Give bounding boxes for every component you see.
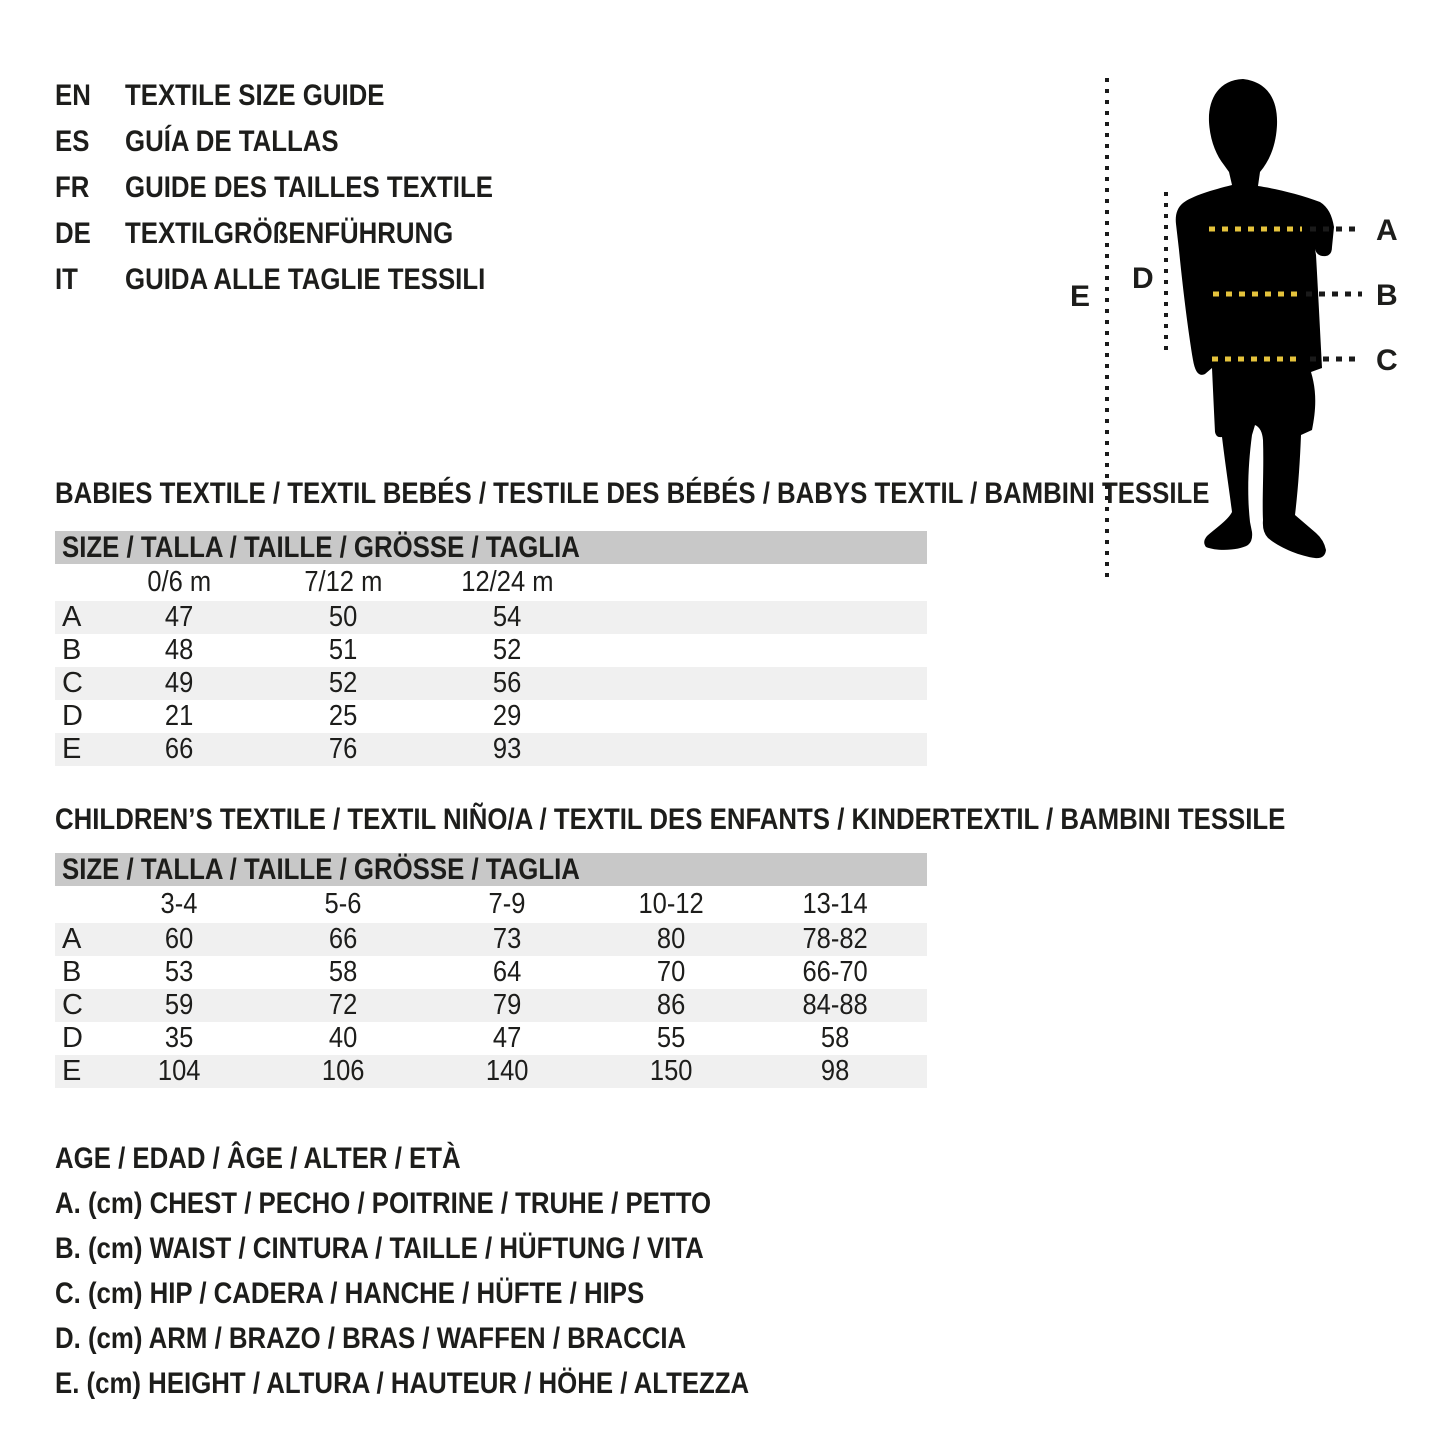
table-cell: 48 [164, 634, 194, 666]
header-row-en [55, 73, 553, 119]
measurement-legend [55, 1136, 862, 1406]
guide-title-de: TEXTILGRÖßENFÜHRUNG [125, 217, 454, 250]
children-size-header-text: SIZE / TALLA / TAILLE / GRÖSSE / TAGLIA [62, 852, 580, 886]
children-filler [917, 956, 927, 989]
table-cell: 66-70 [802, 956, 868, 988]
legend-line-waist: B. (cm) WAIST / CINTURA / TAILLE / HÜFTUNG / VITA [55, 1232, 704, 1265]
figure-label-c: C [1376, 344, 1398, 377]
table-cell: 47 [492, 1022, 522, 1054]
row-label: C [62, 667, 83, 699]
table-cell: 80 [656, 923, 686, 955]
figure-label-e: E [1070, 280, 1091, 313]
language-title-list [55, 73, 553, 303]
babies-filler [589, 634, 927, 667]
table-row [55, 601, 927, 634]
legend-line-height: E. (cm) HEIGHT / ALTURA / HAUTEUR / HÖHE / ALTEZZA [55, 1367, 750, 1400]
row-label: E [62, 1055, 82, 1087]
table-row [55, 700, 927, 733]
children-section-title-text: CHILDREN’S TEXTILE / TEXTIL NIÑO/A / TEXTIL DES ENFANTS / KINDERTEXTIL / BAMBINI TESSILE [55, 803, 1286, 836]
children-size-table [55, 853, 927, 1088]
figure-label-b: B [1376, 279, 1398, 312]
table-row [55, 923, 927, 956]
table-cell: 47 [164, 601, 194, 633]
babies-filler [589, 700, 927, 733]
babies-section-title [55, 477, 1397, 511]
table-cell: 78-82 [802, 923, 868, 955]
row-label: C [62, 989, 83, 1021]
table-cell: 93 [492, 733, 522, 765]
table-cell: 72 [328, 989, 358, 1021]
header-row-it [55, 257, 553, 303]
lang-code-fr: FR [55, 171, 90, 204]
children-col-header: 13-14 [802, 888, 868, 920]
lang-code-it: IT [55, 263, 78, 296]
table-cell: 49 [164, 667, 194, 699]
babies-filler [589, 667, 927, 700]
babies-filler [589, 601, 927, 634]
table-cell: 104 [157, 1055, 201, 1087]
table-cell: 54 [492, 601, 522, 633]
table-cell: 55 [656, 1022, 686, 1054]
children-filler [917, 923, 927, 956]
table-cell: 25 [328, 700, 358, 732]
table-cell: 56 [492, 667, 522, 699]
legend-line-chest: A. (cm) CHEST / PECHO / POITRINE / TRUHE / PETTO [55, 1187, 712, 1220]
table-cell: 29 [492, 700, 522, 732]
children-filler [917, 989, 927, 1022]
table-cell: 58 [328, 956, 358, 988]
table-cell: 64 [492, 956, 522, 988]
lang-code-de: DE [55, 217, 91, 250]
table-cell: 21 [164, 700, 194, 732]
table-row [55, 1022, 927, 1055]
row-label: A [62, 601, 82, 633]
children-corner-cell [55, 886, 97, 923]
table-cell: 66 [328, 923, 358, 955]
table-cell: 40 [328, 1022, 358, 1054]
table-cell: 98 [820, 1055, 850, 1087]
children-filler [917, 886, 927, 923]
legend-line-hip: C. (cm) HIP / CADERA / HANCHE / HÜFTE / HIPS [55, 1277, 645, 1310]
table-cell: 52 [328, 667, 358, 699]
figure-label-d: D [1132, 262, 1154, 295]
children-col-header: 5-6 [324, 888, 362, 920]
table-cell: 50 [328, 601, 358, 633]
babies-size-header-bar [55, 531, 927, 564]
legend-line-age: AGE / EDAD / ÂGE / ALTER / ETÀ [55, 1142, 461, 1175]
table-cell: 59 [164, 989, 194, 1021]
table-cell: 106 [321, 1055, 365, 1087]
figure-label-a: A [1376, 214, 1398, 247]
babies-filler [589, 564, 927, 601]
table-cell: 84-88 [802, 989, 868, 1021]
table-row [55, 667, 927, 700]
table-cell: 140 [485, 1055, 529, 1087]
table-row [55, 989, 927, 1022]
babies-size-table [55, 531, 927, 766]
babies-section-title-text: BABIES TEXTILE / TEXTIL BEBÉS / TESTILE DES BÉBÉS / BABYS TEXTIL / BAMBINI TESSILE [55, 477, 1210, 510]
babies-filler [589, 733, 927, 766]
table-cell: 150 [649, 1055, 693, 1087]
row-label: A [62, 923, 82, 955]
row-label: E [62, 733, 82, 765]
legend-line-arm: D. (cm) ARM / BRAZO / BRAS / WAFFEN / BRACCIA [55, 1322, 687, 1355]
table-cell: 73 [492, 923, 522, 955]
header-row-de [55, 211, 553, 257]
table-cell: 58 [820, 1022, 850, 1054]
table-cell: 35 [164, 1022, 194, 1054]
children-filler [917, 1055, 927, 1088]
row-label: D [62, 1022, 83, 1054]
lang-code-en: EN [55, 79, 91, 112]
table-row [55, 1055, 927, 1088]
table-row [55, 634, 927, 667]
header-row-fr [55, 165, 553, 211]
table-cell: 86 [656, 989, 686, 1021]
row-label: B [62, 634, 82, 666]
guide-title-es: GUÍA DE TALLAS [125, 125, 339, 158]
table-cell: 66 [164, 733, 194, 765]
table-cell: 60 [164, 923, 194, 955]
guide-title-en: TEXTILE SIZE GUIDE [125, 79, 385, 112]
children-section-title [55, 803, 1445, 837]
children-filler [917, 1022, 927, 1055]
babies-size-header-text: SIZE / TALLA / TAILLE / GRÖSSE / TAGLIA [62, 530, 580, 564]
table-cell: 52 [492, 634, 522, 666]
lang-code-es: ES [55, 125, 90, 158]
children-column-header-row [55, 886, 927, 923]
child-silhouette-figure [1040, 55, 1445, 600]
table-cell: 53 [164, 956, 194, 988]
table-cell: 79 [492, 989, 522, 1021]
children-col-header: 10-12 [638, 888, 704, 920]
table-row [55, 956, 927, 989]
babies-col-header: 12/24 m [460, 566, 554, 598]
table-cell: 70 [656, 956, 686, 988]
table-cell: 51 [328, 634, 358, 666]
children-size-header-bar [55, 853, 927, 886]
babies-column-header-row [55, 564, 927, 601]
guide-title-fr: GUIDE DES TAILLES TEXTILE [125, 171, 493, 204]
guide-title-it: GUIDA ALLE TAGLIE TESSILI [125, 263, 486, 296]
header-row-es [55, 119, 553, 165]
table-cell: 76 [328, 733, 358, 765]
children-col-header: 7-9 [488, 888, 526, 920]
children-col-header: 3-4 [160, 888, 198, 920]
table-row [55, 733, 927, 766]
babies-col-header: 7/12 m [303, 566, 383, 598]
row-label: D [62, 700, 83, 732]
babies-col-header: 0/6 m [147, 566, 211, 598]
row-label: B [62, 956, 82, 988]
babies-corner-cell [55, 564, 97, 601]
